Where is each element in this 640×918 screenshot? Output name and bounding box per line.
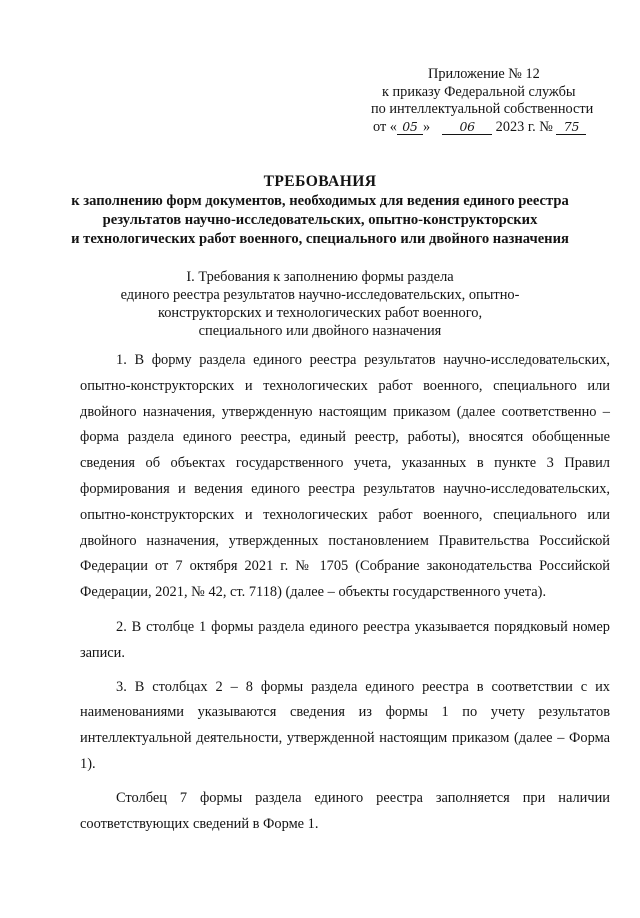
section-line-4: специального или двойного назначения <box>198 323 442 339</box>
document-body <box>80 348 610 845</box>
paragraph-3: 3. В столбцах 2 – 8 формы раздела единого реестра в соответствии с их наименованиями указываются сведения из формы 1 по учету результатов интеллектуальной деятельности, утвержденной настоящим приказом (далее – Форма 1). <box>80 678 610 772</box>
appendix-agency: по интеллектуальной собственности <box>371 101 594 118</box>
date-month-field <box>442 120 492 135</box>
paragraph-1: 1. В форму раздела единого реестра результатов научно-исследовательских, опытно-конструкторских и технологических работ военного, специального или двойного назначения, утвержденную настоящим приказом (далее соответственно – форма раздела единого реестра, единый реестр, работы), вносятся обобщенные сведения об объектах государственного учета, указанных в пункте 3 Правил формирования и ведения единого реестра результатов научно-исследовательских, опытно-конструкторских и технологических работ военного, специального или двойного назначения, утвержденных постановлением Правительства Российской Федерации от 7 октября 2021 г. № 1705 (Собрание законодательства Российской Федерации, 2021, № 42, ст. 7118) (далее – объекты государственного учета). <box>80 352 610 601</box>
date-day-field <box>397 120 423 135</box>
appendix-date-line <box>360 119 610 137</box>
section-line-3: конструкторских и технологических работ военного, <box>157 305 483 321</box>
title-line-2: результатов научно-исследовательских, опытно-конструкторских <box>102 212 538 228</box>
section-heading <box>0 268 640 340</box>
document-title <box>0 172 640 249</box>
order-number-field <box>556 120 586 135</box>
date-day-handwritten: 05 <box>402 118 418 134</box>
date-mid: » <box>422 118 431 135</box>
date-prefix: от « <box>373 118 397 135</box>
section-line-1: I. Требования к заполнению формы раздела <box>186 269 454 285</box>
title-heading: ТРЕБОВАНИЯ <box>263 173 377 190</box>
title-line-1: к заполнению форм документов, необходимых для ведения единого реестра <box>71 193 569 209</box>
section-line-2: единого реестра результатов научно-исследовательских, опытно- <box>120 287 520 303</box>
order-number-handwritten: 75 <box>563 118 580 134</box>
appendix-number: Приложение № 12 <box>428 66 540 82</box>
paragraph-4: Столбец 7 формы раздела единого реестра заполняется при наличии соответствующих сведений в Форме 1. <box>80 789 610 832</box>
date-year-text: 2023 г. № <box>492 118 557 135</box>
date-month-handwritten: 06 <box>459 118 475 134</box>
paragraph-2: 2. В столбце 1 формы раздела единого реестра указывается порядковый номер записи. <box>80 618 610 661</box>
appendix-header <box>360 66 610 136</box>
appendix-order-ref: к приказу Федеральной службы <box>382 83 576 100</box>
title-line-3: и технологических работ военного, специального или двойного назначения <box>71 231 569 247</box>
